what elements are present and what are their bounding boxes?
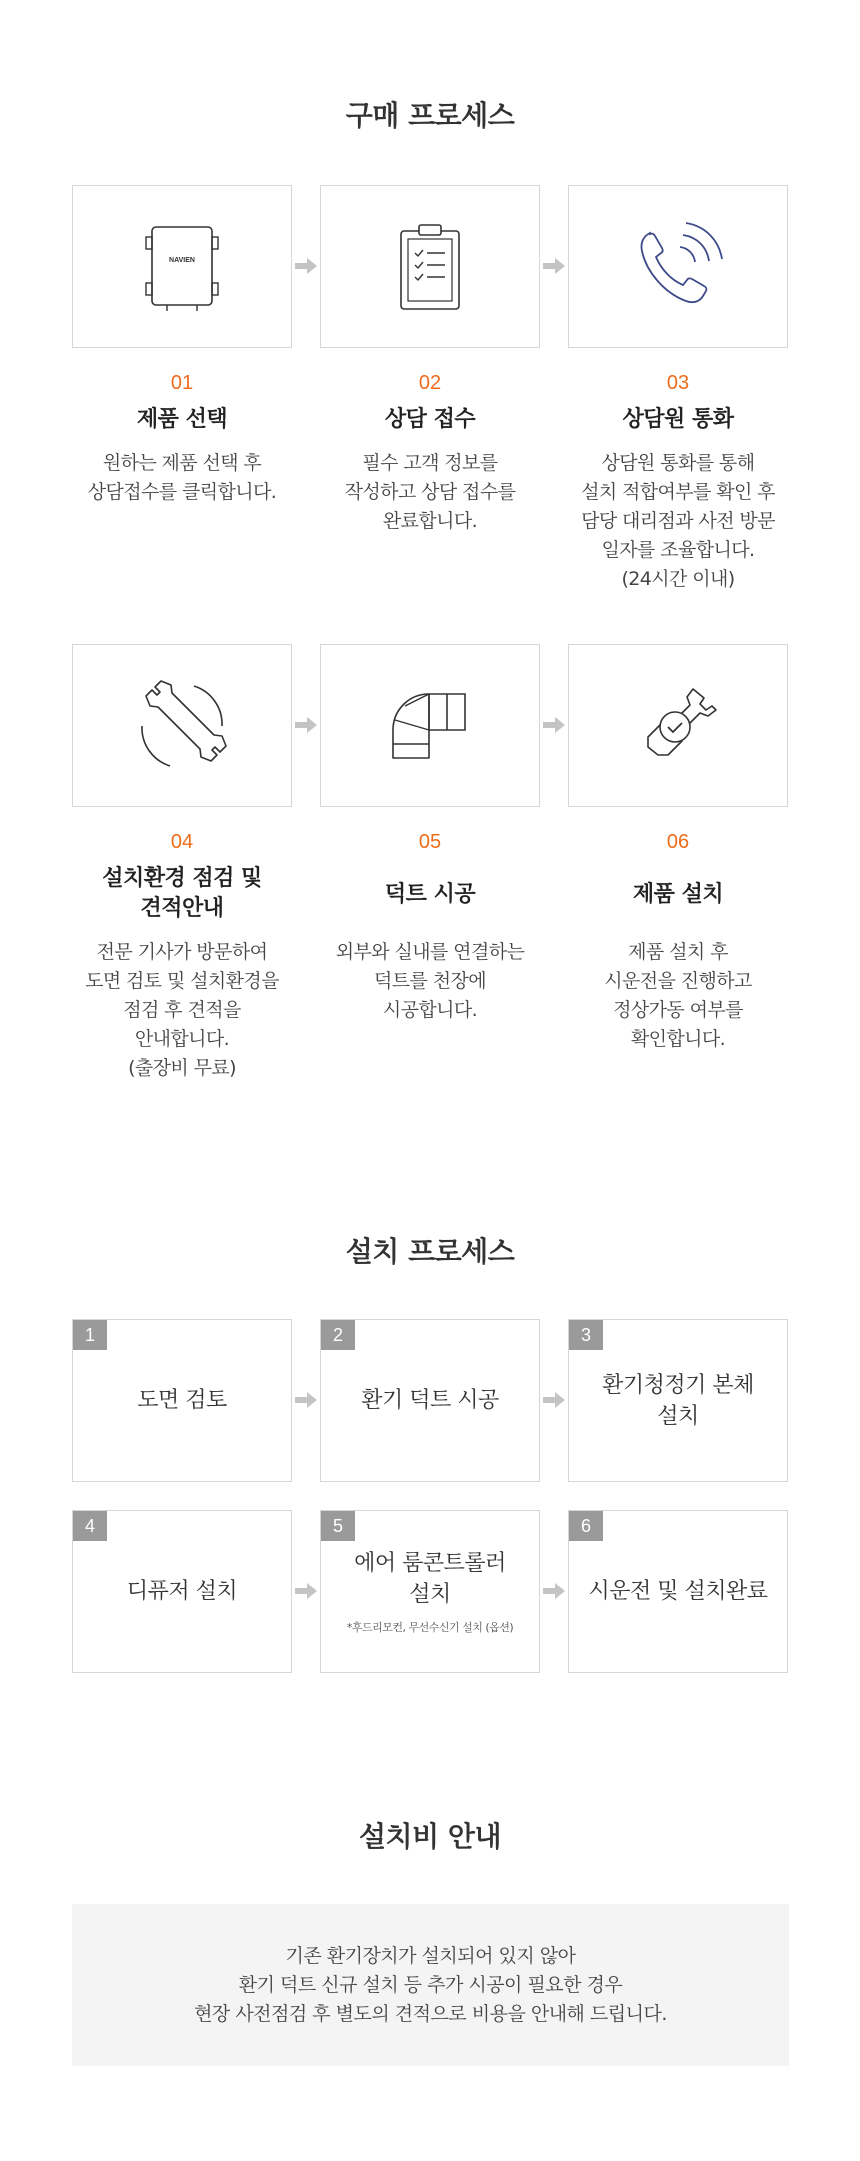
step-description: 전문 기사가 방문하여 도면 검토 및 설치환경을 점검 후 견적을 안내합니다. (출장비 무료): [85, 941, 279, 1079]
step-title: 설치환경 점검 및 견적안내: [102, 866, 262, 921]
fee-line: 환기 덕트 신규 설치 등 추가 시공이 필요한 경우: [238, 1973, 623, 1996]
install-step-label: 도면 검토: [137, 1388, 227, 1413]
install-step-5: [320, 1510, 540, 1673]
fee-section-title: 설치비 안내: [359, 1820, 501, 1853]
arrow-right-icon: [295, 1392, 317, 1408]
step-title: 덕트 시공: [384, 882, 476, 907]
step-description: 필수 고객 정보를 작성하고 상담 접수를 완료합니다.: [344, 452, 516, 532]
install-step-2: [320, 1319, 540, 1482]
fee-info-box: [72, 1904, 789, 2066]
install-step-badge: 5: [321, 1511, 355, 1541]
step-06-text: [548, 831, 808, 1054]
install-section-title: 설치 프로세스: [345, 1235, 515, 1268]
step-number: 01: [170, 372, 194, 394]
step-01-text: [52, 372, 312, 507]
install-step-label: 에어 룸콘트롤러 설치: [354, 1550, 506, 1607]
step-02-text: [300, 372, 560, 536]
arrow-right-icon: [295, 1583, 317, 1599]
step-01-icon-box: [72, 185, 292, 348]
install-step-6: [568, 1510, 788, 1673]
install-step-label: 디퓨저 설치: [126, 1579, 238, 1604]
step-title: 제품 설치: [632, 882, 724, 907]
step-03-text: [548, 372, 808, 594]
install-step-badge: 4: [73, 1511, 107, 1541]
step-04-text: [52, 831, 312, 1083]
install-step-1: [72, 1319, 292, 1482]
step-description: 원하는 제품 선택 후 상담접수를 클릭합니다.: [87, 452, 277, 503]
fee-line: 기존 환기장치가 설치되어 있지 않아: [285, 1944, 576, 1967]
install-step-label: 시운전 및 설치완료: [588, 1579, 768, 1604]
step-title: 제품 선택: [136, 407, 228, 432]
purchase-section-title: 구매 프로세스: [345, 99, 515, 132]
wrench-icon: [132, 676, 232, 776]
install-step-label: 환기 덕트 시공: [361, 1388, 499, 1413]
arrow-right-icon: [295, 258, 317, 274]
step-description: 상담원 통화를 통해 설치 적합여부를 확인 후 담당 대리점과 사전 방문 일자를 조율합니다. (24시간 이내): [581, 452, 775, 590]
step-04-icon-box: [72, 644, 292, 807]
arrow-right-icon: [295, 717, 317, 733]
step-title: 상담 접수: [384, 407, 476, 432]
clipboard-checklist-icon: [395, 219, 465, 314]
install-step-badge: 1: [73, 1320, 107, 1350]
install-step-4: [72, 1510, 292, 1673]
install-step-note: *후드리모컨, 무선수신기 설치 (옵션): [346, 1620, 514, 1634]
duct-elbow-icon: [385, 686, 475, 766]
step-number: 03: [666, 372, 690, 394]
step-number: 06: [666, 831, 690, 853]
step-number: 04: [170, 831, 194, 853]
wrench-check-icon: [633, 681, 723, 771]
arrow-right-icon: [543, 1392, 565, 1408]
arrow-right-icon: [543, 258, 565, 274]
step-05-icon-box: [320, 644, 540, 807]
step-05-text: [300, 831, 560, 1025]
product-unit-icon: [137, 217, 227, 317]
step-02-icon-box: [320, 185, 540, 348]
step-description: 제품 설치 후 시운전을 진행하고 정상가동 여부를 확인합니다.: [604, 941, 752, 1050]
step-description: 외부와 실내를 연결하는 덕트를 천장에 시공합니다.: [335, 941, 525, 1021]
arrow-right-icon: [543, 717, 565, 733]
phone-call-icon: [628, 219, 728, 314]
fee-line: 현장 사전점검 후 별도의 견적으로 비용을 안내해 드립니다.: [194, 2002, 667, 2025]
install-step-3: [568, 1319, 788, 1482]
step-number: 05: [418, 831, 442, 853]
step-06-icon-box: [568, 644, 788, 807]
install-step-badge: 2: [321, 1320, 355, 1350]
arrow-right-icon: [543, 1583, 565, 1599]
install-step-label: 환기청정기 본체 설치: [602, 1372, 754, 1429]
install-step-badge: 3: [569, 1320, 603, 1350]
step-title: 상담원 통화: [622, 407, 734, 432]
brand-text: NAVIEN: [169, 256, 195, 264]
step-number: 02: [418, 372, 442, 394]
step-03-icon-box: [568, 185, 788, 348]
install-step-badge: 6: [569, 1511, 603, 1541]
